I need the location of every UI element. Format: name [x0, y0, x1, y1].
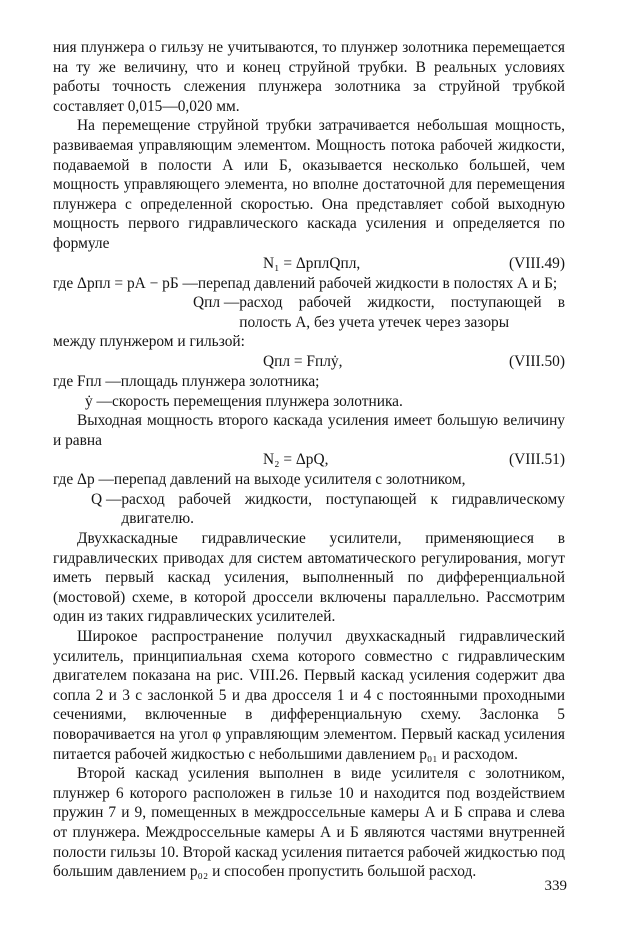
- definitions-viii-51: [53, 470, 565, 529]
- formula-number: (VIII.49): [509, 254, 565, 272]
- paragraph-1: ния плунжера о гильзу не учитываются, то плунжер золотника перемещается на ту же величину, что и конец струйной трубки. В реальных условиях работы точность слежения плунжера золотника за струйной трубкой составляет 0,015—0,020 мм.: [53, 39, 565, 115]
- definition-row: Qпл — расход рабочей жидкости, поступающей в полость А, без учета утечек через зазоры: [193, 294, 565, 331]
- paragraph-2: На перемещение струйной трубки затрачивается небольшая мощность, развиваемая управляющим элементом. Мощность потока рабочей жидкости, подаваемой в полости А или Б, оказывается несколько большей, чем мощность управляющего элемента, но вполне достаточной для перемещения плунжера с определенной скоростью. Она представляет собой выходную мощность первого гидравлического каскада усиления и определяется по формуле: [53, 117, 565, 252]
- page-number: 339: [544, 878, 567, 894]
- formula-viii-51: [53, 450, 565, 470]
- paragraph-5: Широкое распространение получил двухкаскадный гидравлический усилитель, принципиальная схема которого совместно с гидравлическим двигателем показана на рис. VIII.26. Первый каскад усиления содержит два сопла 2 и 3 с заслонкой 5 и два дросселя 1 и 4 с постоянными проходными сечениями, включенные в дифференциальную схему. Заслонка 5 поворачивается на угол φ управляющим элементом. Первый каскад усиления питается рабочей жидкостью с небольшими давлением p₀₁ и расходом.: [53, 628, 565, 763]
- definition-row: где Δp — перепад давлений на выходе усилителя с золотником,: [53, 471, 466, 489]
- definition-row: где Fпл — площадь плунжера золотника;: [53, 372, 320, 390]
- formula-continuation: между плунжером и гильзой:: [53, 333, 245, 351]
- definition-row: ẏ — скорость перемещения плунжера золотника.: [85, 392, 403, 410]
- paragraph-3: Выходная мощность второго каскада усиления имеет большую величину и равна: [53, 412, 565, 449]
- formula-expression: N₂ = ΔpQ,: [263, 451, 329, 469]
- page-body: [53, 38, 565, 882]
- definition-row: Q — расход рабочей жидкости, поступающей к гидравлическому двигателю.: [91, 490, 565, 528]
- formula-expression: Qпл = Fплẏ,: [263, 352, 343, 370]
- formula-expression: N₁ = ΔpплQпл,: [263, 254, 361, 272]
- paragraph-4: Двухкаскадные гидравлические усилители, применяющиеся в гидравлических приводах для систем автоматического регулирования, могут иметь первый каскад усиления, выполненный по дифференциальной (мостовой) схеме, в которой дроссели включены параллельно. Рассмотрим один из таких гидравлических усилителей.: [53, 530, 565, 626]
- paragraph-6: Второй каскад усиления выполнен в виде усилителя с золотником, плунжер 6 которого расположен в гильзе 10 и находится под воздействием пружин 7 и 9, помещенных в междроссельные камеры А и Б справа и слева от плунжера. Междроссельные камеры А и Б являются частями внутренней полости гильзы 10. Второй каскад усиления питается рабочей жидкостью под большим давлением p₀₂ и способен пропустить большой расход.: [53, 765, 565, 881]
- formula-viii-50: [53, 352, 565, 372]
- definitions-viii-49: [53, 274, 565, 333]
- formula-viii-49: [53, 254, 565, 274]
- formula-number: (VIII.51): [509, 451, 565, 469]
- definition-row: где Δpпл = pА − pБ — перепад давлений рабочей жидкости в полостях А и Б;: [53, 274, 558, 292]
- formula-number: (VIII.50): [509, 352, 565, 370]
- definitions-viii-50: [53, 372, 565, 411]
